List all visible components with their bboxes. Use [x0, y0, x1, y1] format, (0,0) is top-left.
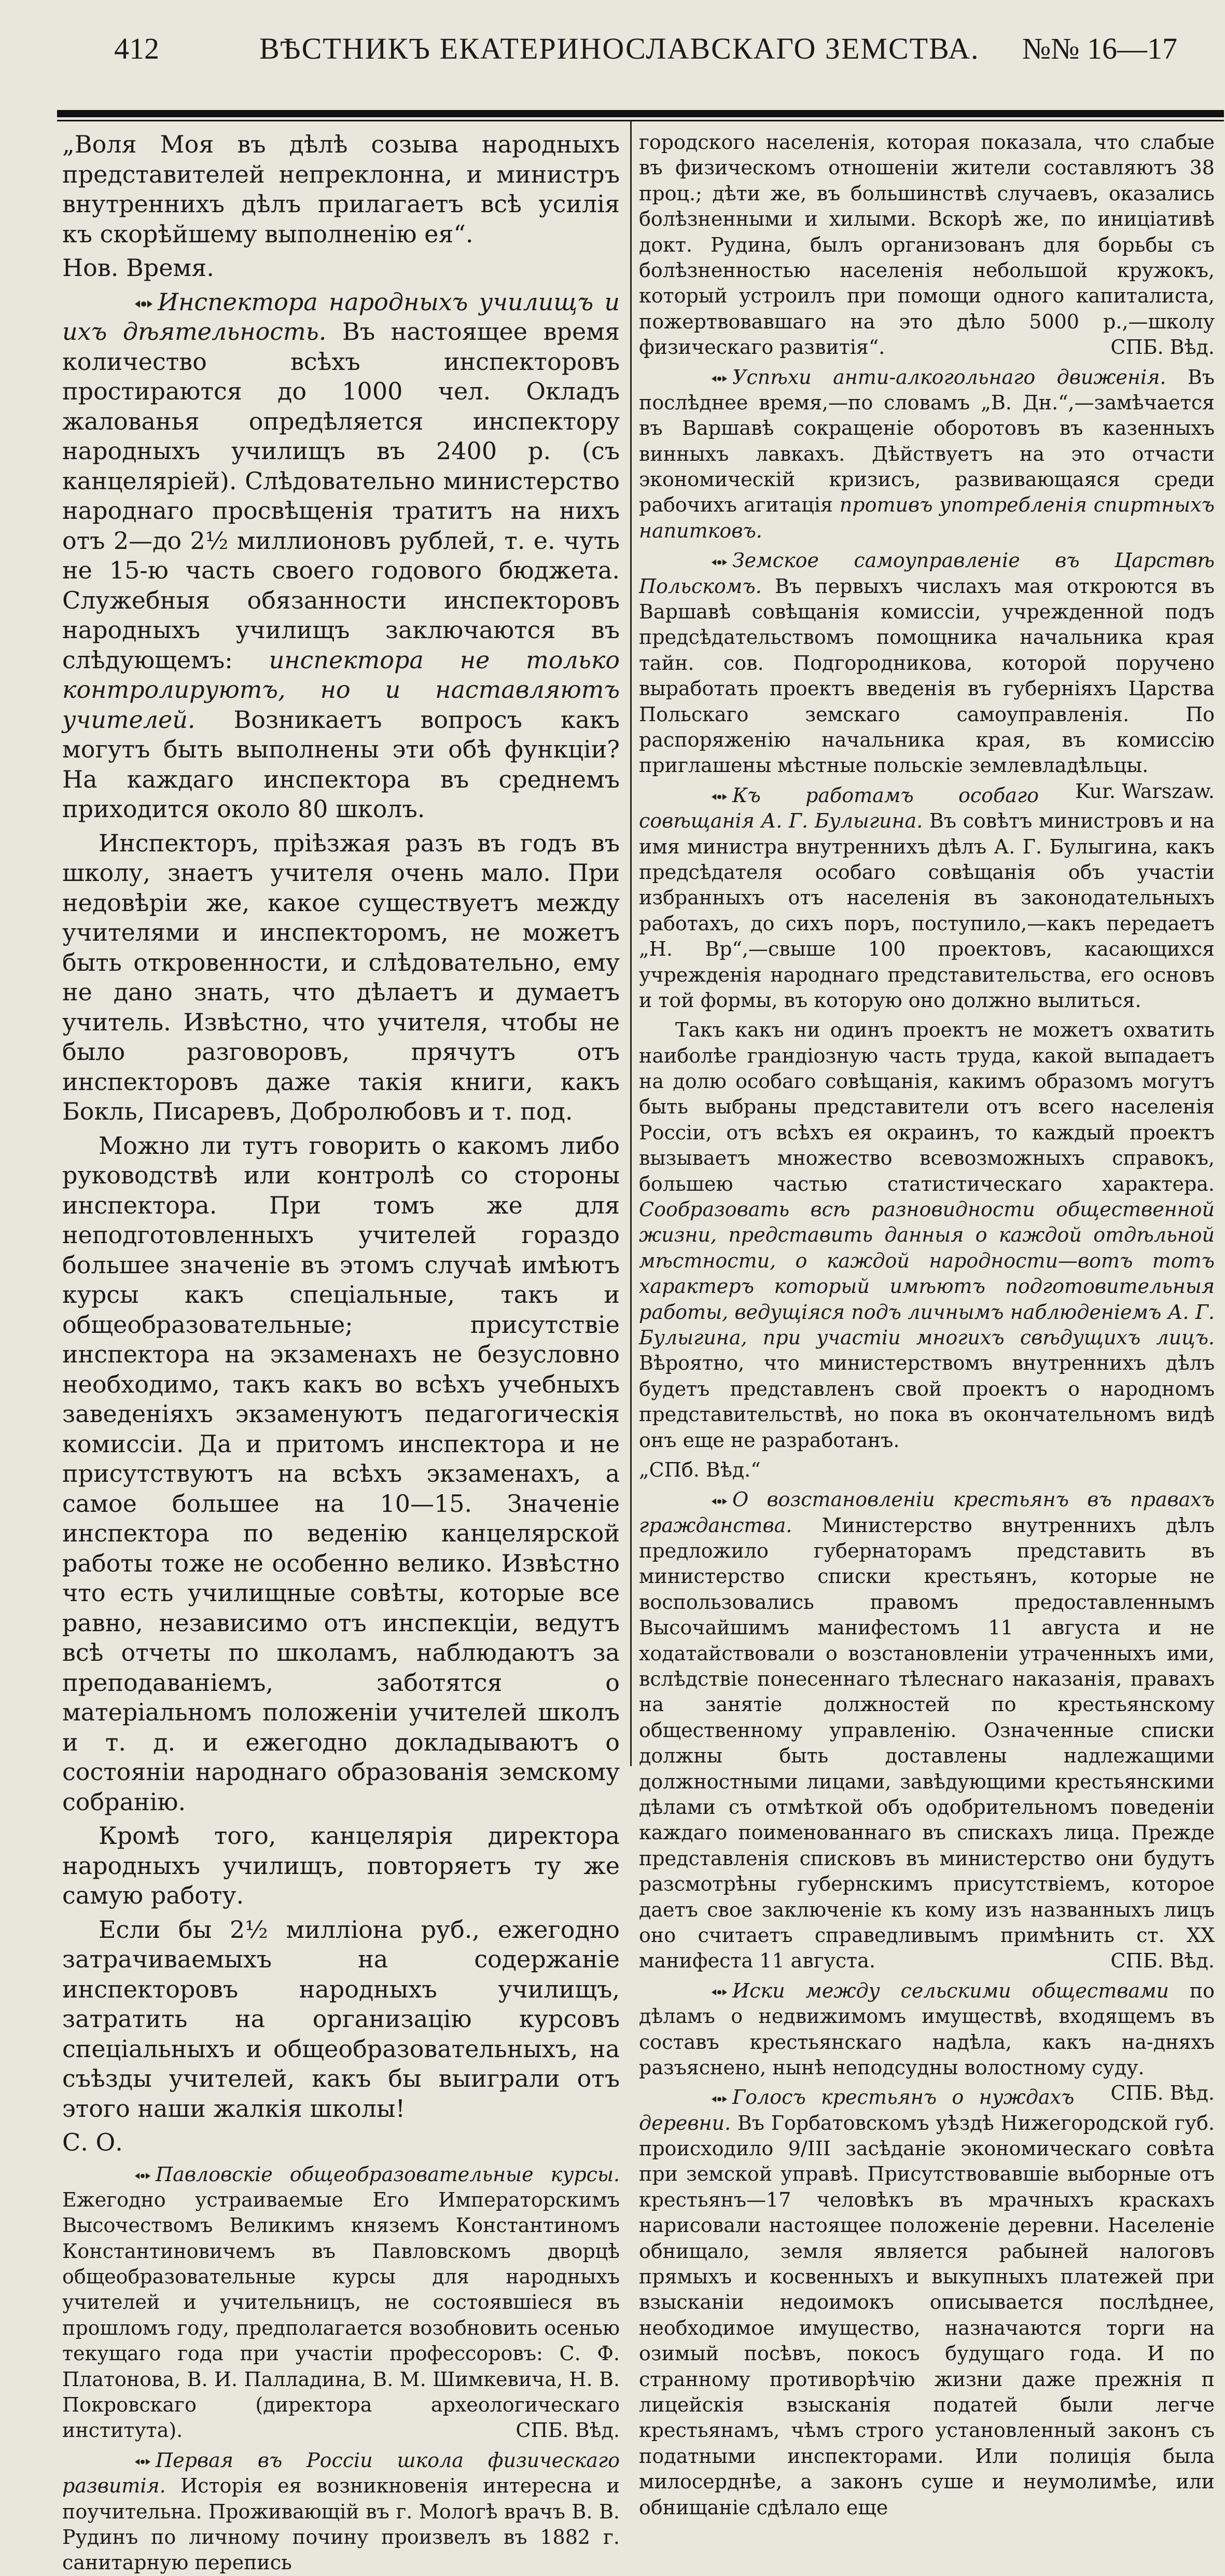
article-source: СПБ. Вѣд. [1110, 1949, 1215, 1973]
paragraph: Если бы 2½ милліона руб., ежегодно затрачиваемыхъ на содержаніе инспекторовъ народныхъ училищъ, затратить на организацію курсовъ спеціальныхъ и общеобразовательныхъ, на съѣзды учителей, какъ бы выиграли отъ этого наши жалкія школы! [62, 1915, 620, 2123]
section-mark-icon [675, 783, 727, 808]
article-heading: Иски между сельскими обществами [732, 1979, 1169, 2002]
article-heading: Къ работамъ особаго совѣщанія А. Г. Булыгина. [639, 783, 1039, 833]
section-mark-icon [99, 2162, 150, 2187]
article-source: Kur. Warszaw. [1075, 779, 1215, 803]
article-village-needs: Голосъ крестьянъ о нуждахъ деревни. Въ Горбатовскомъ уѣздѣ Нижегородской губ. происходило 9/III засѣданіе экономическаго совѣта при земской управѣ. Присутствовавшіе выборные отъ крестьянъ—17 человѣкъ въ мрачныхъ краскахъ нарисовали настоящее положеніе деревни. Населеніе обнищало, земля является рабыней налоговъ прямыхъ и косвенныхъ и выкупныхъ платежей при взысканіи недоимокъ описывается послѣднее, необходимое имущество, назначаются торги на озимый посѣвъ, покосъ будущаго года. И по странному противорѣчію жизни даже прежнія п лицейскія взысканія податей были легче крестьянамъ, чѣмъ строго установленный законъ съ податными инспекторами. Или полиція была милосерднѣе, а законъ суше и неумолимѣе, или обнищаніе сдѣлало еще [639, 2086, 1215, 2519]
section-mark-icon [99, 287, 152, 318]
column-divider [630, 121, 632, 1766]
article-heading: Голосъ крестьянъ о нуждахъ деревни. [639, 2086, 1075, 2134]
section-mark-icon [675, 365, 727, 390]
article-heading: Успѣхи анти-алкогольнаго движенія. [732, 365, 1166, 389]
article-heading: Земское самоуправленіе въ Царствѣ Польскомъ. [639, 549, 1215, 598]
section-mark-icon [675, 548, 727, 573]
section-mark-icon [675, 1978, 727, 2004]
article-pavlovsk-courses: Павловскіе общеобразовательные курсы. Ежегодно устраиваемые Его Императорскимъ Высочествомъ Великимъ княземъ Константиномъ Константиновичемъ въ Павловскомъ дворцѣ общеобразовательные курсы для народныхъ учителей и учительницъ, не состоявшіеся въ прошломъ году, предполагается возобновить осенью текущаго года при участіи профессоровъ: С. Ф. Платонова, В. И. Палладина, В. М. Шимкевича, Н. В. Покровскаго (директора археологическаго института). СПБ. Вѣд. [62, 2162, 620, 2444]
header-rule-thick [57, 110, 1224, 117]
paragraph: Кромѣ того, канцелярія директора народныхъ училищъ, повторяетъ ту же самую работу. [62, 1822, 620, 1909]
paragraph: Инспекторъ, пріѣзжая разъ въ годъ въ школу, знаетъ учителя очень мало. При недовѣріи же, какое существуетъ между учителями и инспекторомъ, не можетъ быть откровенности, и слѣдовательно, ему не дано знать, что дѣлаетъ и думаетъ учитель. Извѣстно, что учителя, чтобы не было разговоровъ, прячутъ отъ инспекторовъ даже такія книги, какъ Бокль, Писаревъ, Добролюбовъ и т. под. [62, 829, 620, 1125]
epigraph-quote: „Воля Моя въ дѣлѣ созыва народныхъ представителей непреклонна, и министръ внутреннихъ дѣлъ прилагаетъ всѣ усилія къ скорѣйшему выполненію ея“. [62, 130, 620, 248]
article-source: „СПб. Вѣд.“ [639, 1458, 761, 1481]
left-column [62, 130, 620, 2574]
paragraph: Такъ какъ ни одинъ проектъ не можетъ охватить наиболѣе грандіозную часть труда, какой выпадаетъ на долю особаго совѣщанія, какимъ образомъ могутъ быть выбраны представители отъ всего населенія Россіи, отъ всѣхъ ея окраинъ, то каждый проектъ вызываетъ множество всевозможныхъ справокъ, большею частью статистическаго характера. Сообразовать всѣ разновидности общественной жизни, представить данныя о каждой отдѣльной мѣстности, о каждой народности—вотъ тотъ характеръ который имѣютъ подготовительныя работы, ведущіяся подъ личнымъ наблюденіемъ А. Г. Булыгина, при участіи многихъ свѣдущихъ лицъ. Вѣроятно, что министерствомъ внутреннихъ дѣлъ будетъ представленъ свой проектъ о народномъ представительствѣ, но пока въ окончательномъ видѣ онъ еще не разработанъ. [639, 1018, 1215, 1452]
article-heading: Первая въ Россіи школа физическаго развитія. [62, 2448, 620, 2498]
section-mark-icon [675, 1487, 727, 1512]
paragraph: Можно ли тутъ говорить о какомъ либо руководствѣ или контролѣ со стороны инспектора. При томъ же для неподготовленныхъ учителей гораздо большее значеніе въ этомъ случаѣ имѣютъ курсы какъ спеціальные, такъ и общеобразовательные; присутствіе инспектора на экзаменахъ не безусловно необходимо, такъ какъ во всѣхъ учебныхъ заведеніяхъ экзаменуютъ педагогическія комиссіи. Да и притомъ инспектора и не присутствуютъ на всѣхъ экзаменахъ, а самое большее на 10—15. Значеніе инспектора по веденію канцелярской работы тоже не особенно велико. Извѣстно что есть училищные совѣты, которые все равно, независимо отъ инспекціи, ведутъ всѣ отчеты по школамъ, наблюдаютъ за преподаваніемъ, заботятся о матеріальномъ положеніи учителей школъ и т. д. и ежегодно докладываютъ о состояніи народнаго образованія земскому собранію. [62, 1131, 620, 1816]
article-continuation: городского населенія, которая показала, что слабые въ физическомъ отношеніи жители составляютъ 38 проц.; дѣти же, въ большинствѣ случаевъ, оказались болѣзненными и хилыми. Вскорѣ же, по иниціативѣ докт. Рудина, былъ организованъ для борьбы съ болѣзненностью населенія небольшой кружокъ, который устроилъ при помощи одного капиталиста, пожертвовавшаго на это дѣло 5000 р.,—школу физическаго развитія“. СПБ. Вѣд. [639, 130, 1215, 361]
article-inspectors: Инспектора народныхъ училищъ и ихъ дѣятельность. Въ настоящее время количество всѣхъ инспекторовъ простираются до 1000 чел. Окладъ жалованья опредѣляется инспектору народныхъ училищъ въ 2400 р. (съ канцеляріей). Слѣдовательно министерство народнаго просвѣщенія тратитъ на нихъ отъ 2—до 2½ миллионовъ рублей, т. е. чуть не 15-ю часть своего годового бюджета. Служебныя обязанности инспекторовъ народныхъ училищъ заключаются въ слѣдующемъ: инспектора не только контролируютъ, но и наставляютъ учителей. Возникаетъ вопросъ какъ могутъ быть выполнены эти обѣ функціи? На каждаго инспектора въ среднемъ приходится около 80 школъ. [62, 287, 620, 823]
article-heading: Инспектора народныхъ училищъ и ихъ дѣятельность. [62, 287, 620, 346]
article-bulygin: Къ работамъ особаго совѣщанія А. Г. Булыгина. Въ совѣтъ министровъ и на имя министра внутреннихъ дѣлъ А. Г. Булыгина, какъ предсѣдателя особаго совѣщанія объ участіи избранныхъ отъ населенія въ законодательныхъ работахъ, до сихъ поръ, поступило,—какъ передаетъ „Н. Вр“,—свыше 100 проектовъ, касающихся учрежденія народнаго представительства, его основъ и той формы, въ которую оно должно вылиться. [639, 783, 1215, 1012]
right-column [639, 130, 1215, 2519]
epigraph-source: Нов. Время. [62, 254, 214, 282]
article-signature: С. О. [62, 2128, 123, 2156]
page-header [57, 26, 1188, 83]
section-mark-icon [99, 2448, 150, 2473]
article-anti-alcohol: Успѣхи анти-алкогольнаго движенія. Въ послѣднее время,—по словамъ „В. Дн.“,—замѣчается въ Варшавѣ сокращеніе оборотовъ въ казенныхъ винныхъ лавкахъ. Дѣйствуетъ на это отчасти экономическій кризисъ, развивающаяся среди рабочихъ агитація противъ употребленія спиртныхъ напитковъ. [639, 365, 1215, 542]
article-source: СПБ. Вѣд. [1110, 2082, 1215, 2105]
article-polish-zemstvo: Земское самоуправленіе въ Царствѣ Польскомъ. Въ первыхъ числахъ мая откроются въ Варшавѣ совѣщанія комиссіи, учрежденной подъ предсѣдательствомъ помощника начальника края тайн. сов. Подгородникова, которой поручено выработать проектъ введенія въ губерніяхъ Царства Польскаго земскаго самоуправленія. По распоряженію начальника края, въ комиссію приглашены мѣстные польскіе землевладѣльцы. Kur. Warszaw. [639, 548, 1215, 779]
section-mark-icon [675, 2085, 727, 2110]
journal-title: ВѢСТНИКЪ ЕКАТЕРИНОСЛАВСКАГО ЗЕМСТВА. [259, 32, 980, 65]
article-heading: О возстановленіи крестьянъ въ правахъ гражданства. [639, 1488, 1215, 1537]
issue-number: №№ 16—17 [1022, 32, 1177, 65]
article-physical-school: Первая въ Россіи школа физическаго развитія. Исторія ея возникновенія интересна и поучительна. Проживающій въ г. Мологѣ врачъ В. В. Рудинъ по личному почину произвелъ въ 1882 г. санитарную перепись [62, 2448, 620, 2574]
article-peasant-rights: О возстановленіи крестьянъ въ правахъ гражданства. Министерство внутреннихъ дѣлъ предложило губернаторамъ представить въ министерство списки крестьянъ, которые не воспользовались правомъ предоставленнымъ Высочайшимъ манифестомъ 11 августа и не ходатайствовали о возстановленіи утраченныхъ ими, вслѣдствіе понесеннаго тѣлеснаго наказанія, правахъ на занятіе должностей по крестьянскому общественному управленію. Означенные списки должны быть доставлены надлежащими должностными лицами, завѣдующими крестьянскими дѣлами съ отмѣткой объ одобрительномъ поведеніи каждаго поименованнаго въ спискахъ лица. Прежде представленія списковъ въ министерство они будутъ разсмотрѣны губернскимъ присутствіемъ, которое даетъ свое заключеніе къ кому изъ названныхъ лицъ оно считаетъ справедливымъ примѣнить ст. XX манифеста 11 августа. СПБ. Вѣд. [639, 1487, 1215, 1974]
article-heading: Павловскіе общеобразовательные курсы. [156, 2162, 620, 2186]
article-rural-suits: Иски между сельскими обществами по дѣламъ о недвижимомъ имуществѣ, входящемъ въ составъ крестьянскаго надѣла, какъ на-дняхъ разъяснено, нынѣ неподсудны волостному суду. СПБ. Вѣд. [639, 1978, 1215, 2081]
header-rule-thin [57, 120, 1224, 121]
article-source: СПБ. Вѣд. [516, 2419, 620, 2442]
page-number: 412 [114, 32, 159, 65]
article-source: СПБ. Вѣд. [1110, 336, 1215, 359]
